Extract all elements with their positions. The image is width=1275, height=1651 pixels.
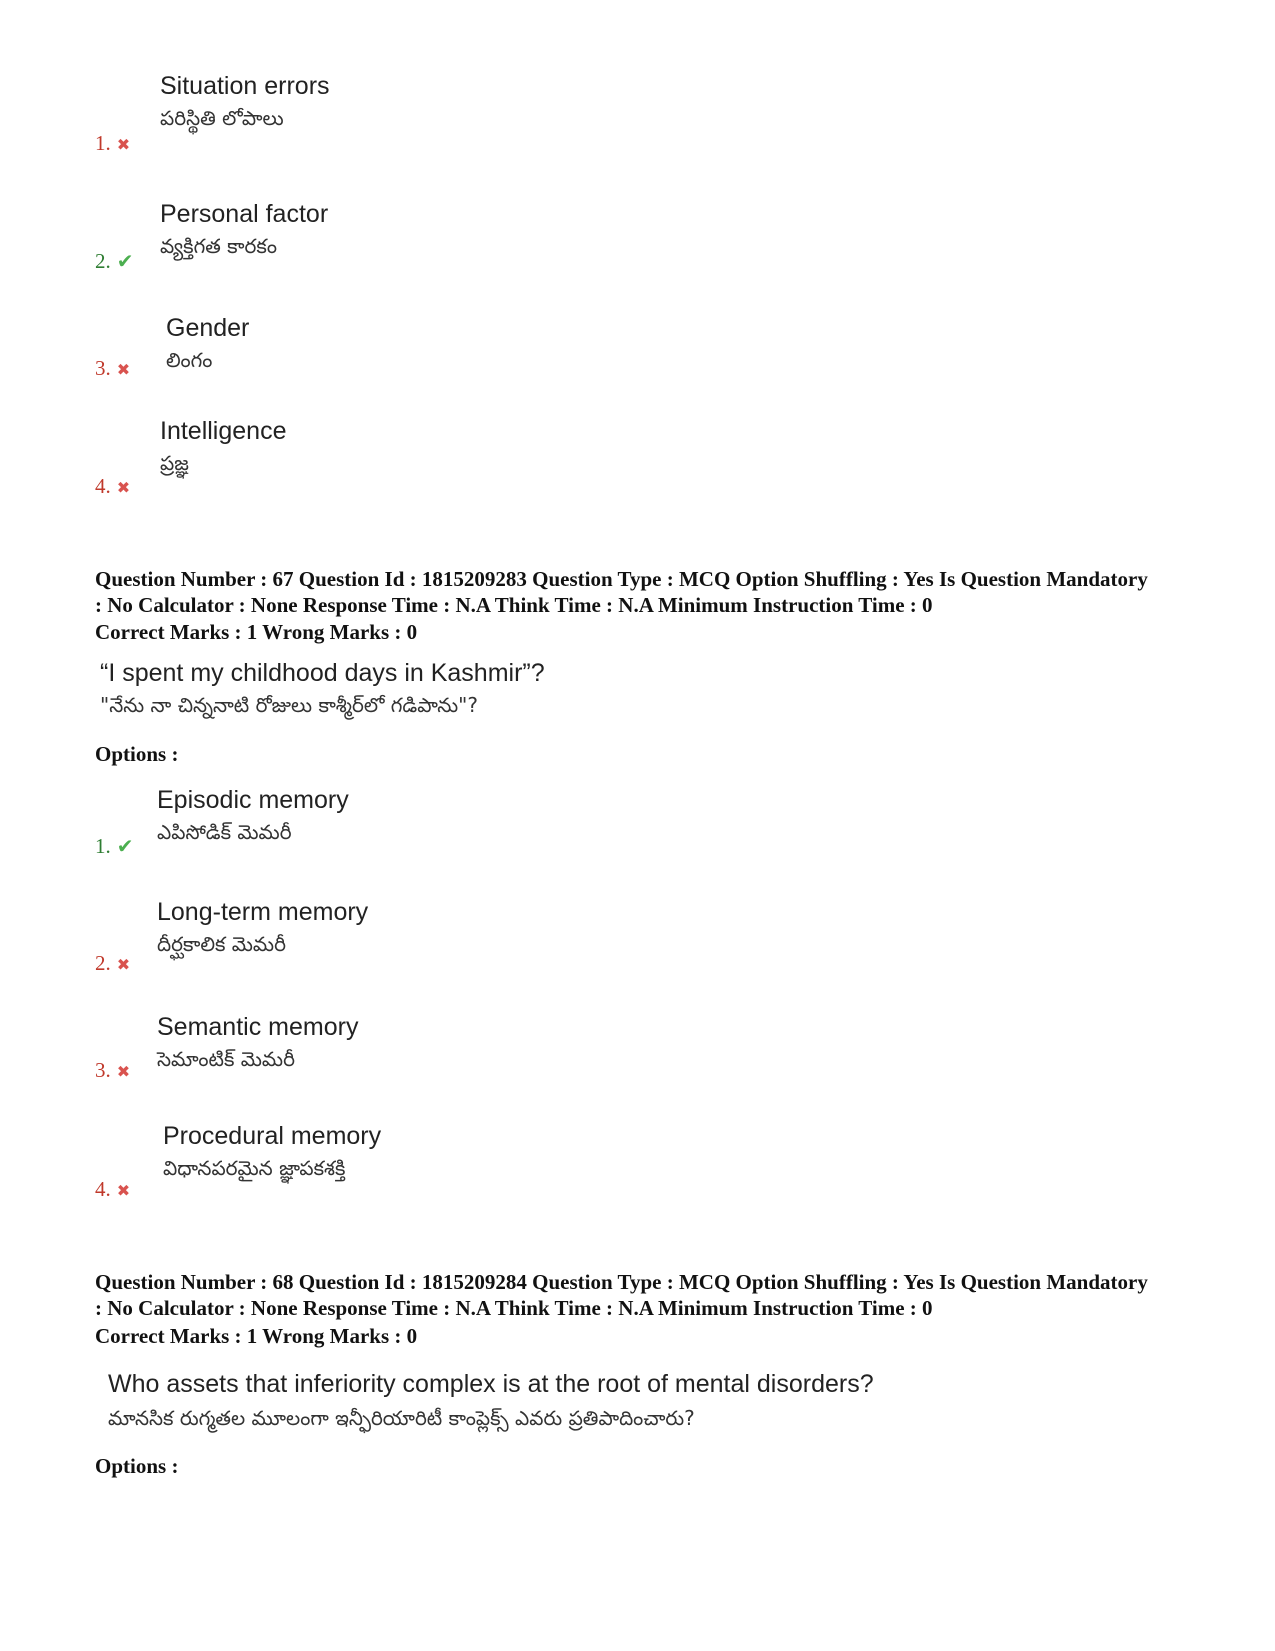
question-67-options-label: Options : [95,742,179,766]
question-67-meta: Question Number : 67 Question Id : 1815209283 Question Type : MCQ Option Shuffling : Yes Is Question Mandatory : No Calculator : None Response Time : N.A Think Time : N.A Minimum Instruction Time : 0 [95,567,1148,617]
option-number: 3. ✖ [95,356,131,380]
cross-icon: ✖ [116,955,131,974]
option-text-en: Long-term memory [157,898,369,926]
option-number: 2. ✖ [95,951,131,975]
option-text-en: Intelligence [160,417,287,445]
option-text-en: Procedural memory [163,1122,382,1150]
option-text-te: సెమాంటిక్ మెమరీ [157,1047,295,1071]
cross-icon: ✖ [116,1181,131,1200]
question-68-meta: Question Number : 68 Question Id : 1815209284 Question Type : MCQ Option Shuffling : Yes Is Question Mandatory : No Calculator : None Response Time : N.A Think Time : N.A Minimum Instruction Time : 0 [95,1270,1148,1320]
option-text-en: Gender [166,314,250,342]
question-67-marks: Correct Marks : 1 Wrong Marks : 0 [95,620,418,644]
check-icon: ✔ [116,834,134,858]
cross-icon: ✖ [116,478,131,497]
question-67-text-en: “I spent my childhood days in Kashmir”? [100,659,545,687]
cross-icon: ✖ [116,360,131,379]
option-text-en: Personal factor [160,200,329,228]
option-text-en: Situation errors [160,72,330,100]
option-text-te: దీర్ఘకాలిక మెమరీ [157,932,286,956]
option-text-te: లింగం [166,348,213,372]
option-number: 4. ✖ [95,474,131,498]
option-number: 3. ✖ [95,1058,131,1082]
option-text-te: ప్రజ్ఞ [160,451,189,475]
question-68-marks: Correct Marks : 1 Wrong Marks : 0 [95,1324,418,1348]
option-text-en: Semantic memory [157,1013,359,1041]
cross-icon: ✖ [116,135,131,154]
option-number: 2. ✔ [95,249,134,273]
option-number: 1. ✔ [95,834,134,858]
option-number: 1. ✖ [95,131,131,155]
cross-icon: ✖ [116,1062,131,1081]
check-icon: ✔ [116,249,134,273]
question-67-text-te: "నేను నా చిన్ననాటి రోజులు కాశ్మీర్‌లో గడిపాను"? [100,693,479,717]
question-68-options-label: Options : [95,1454,179,1478]
option-text-te: వ్యక్తిగత కారకం [160,234,277,258]
question-68-text-en: Who assets that inferiority complex is at the root of mental disorders? [108,1370,874,1398]
option-text-te: విధానపరమైన జ్ఞాపకశక్తి [163,1156,346,1180]
question-68-text-te: మానసిక రుగ్మతల మూలంగా ఇన్ఫీరియారిటీ కాంప్లెక్స్ ఎవరు ప్రతిపాదించారు? [108,1406,695,1430]
option-text-en: Episodic memory [157,786,349,814]
option-text-te: ఎపిసోడిక్ మెమరీ [157,820,292,844]
option-number: 4. ✖ [95,1177,131,1201]
option-text-te: పరిస్థితి లోపాలు [160,106,284,130]
